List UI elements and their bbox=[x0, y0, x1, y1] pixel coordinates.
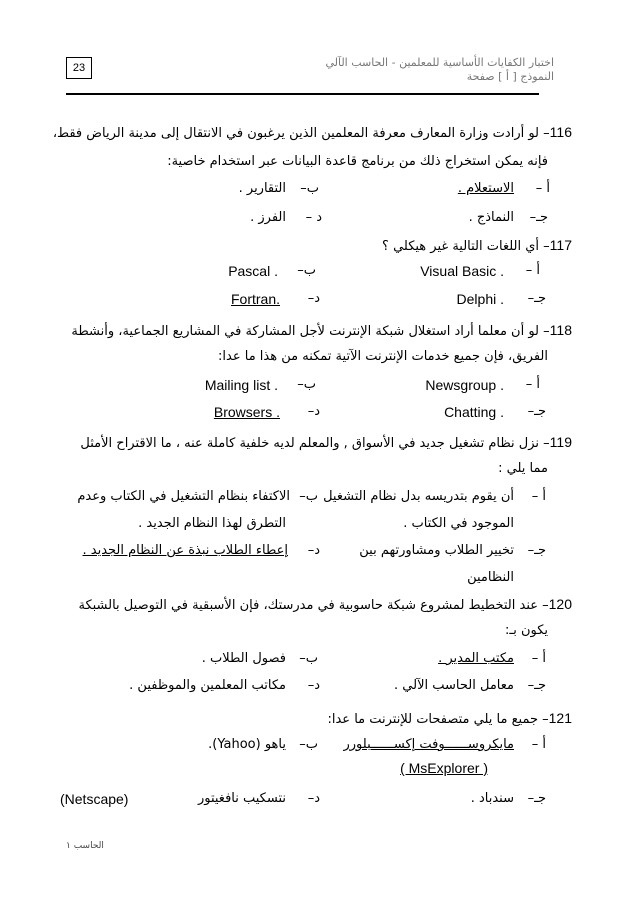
option-b-mark: ب– bbox=[300, 181, 319, 196]
option-d: نتسكيب نافغيتور bbox=[197, 791, 286, 806]
page-number-box: 23 bbox=[66, 57, 92, 79]
option-a-line1: مايكروســــــوفت إكســــــبلورر bbox=[343, 737, 514, 752]
option-d: إعطاء الطلاب نبذة عن النظام الجديد . bbox=[82, 543, 288, 558]
option-b: ياهو (Yahoo). bbox=[208, 737, 286, 752]
option-b-line2: التطرق لهذا النظام الجديد . bbox=[138, 516, 286, 531]
option-b: التقارير . bbox=[238, 181, 286, 196]
question-119-line2: مما يلي : bbox=[498, 461, 548, 476]
option-b-mark: ب– bbox=[299, 651, 318, 666]
question-116-line2: فإنه يمكن استخراج ذلك من برنامج قاعدة البيانات عبر استخدام خاصية: bbox=[167, 154, 548, 169]
question-text: نزل نظام تشغيل جديد في الأسواق , والمعلم لديه خلفية كاملة عنه ، ما الاقتراح الأمثل bbox=[80, 436, 540, 451]
question-text: لو أن معلما أراد استغلال شبكة الإنترنت لأجل المشاركة في المشاريع الجماعية، وأنشطة bbox=[71, 324, 540, 339]
option-c-mark: جـ– bbox=[529, 210, 548, 225]
option-c-line1: تخيير الطلاب ومشاورتهم بين bbox=[359, 543, 514, 558]
footer-note: الحاسب ١ bbox=[66, 841, 104, 851]
option-a-line1: أن يقوم بتدريسه بدل نظام التشغيل bbox=[323, 489, 514, 504]
option-b-mark: ب– bbox=[297, 377, 316, 392]
option-b: فصول الطلاب . bbox=[201, 651, 286, 666]
option-b: Pascal . bbox=[228, 263, 278, 279]
question-number: 118 bbox=[549, 322, 572, 338]
question-number: 121 bbox=[548, 710, 572, 726]
option-a-mark: أ – bbox=[525, 377, 540, 392]
question-117-line1: 117– أي اللغات التالية غير هيكلي ؟ bbox=[382, 237, 572, 254]
header-model: النموذج [ أ ] صفحة bbox=[466, 70, 554, 83]
option-d-mark: د– bbox=[307, 678, 320, 693]
question-text: عند التخطيط لمشروع شبكة حاسوبية في مدرستك، فإن الأسبقية في التوصيل بالشبكة bbox=[78, 598, 538, 613]
option-b: Mailing list . bbox=[204, 377, 278, 393]
header-title: اختبار الكفايات الأساسية للمعلمين - الحاسب الآلي bbox=[325, 56, 554, 69]
option-d-mark: د – bbox=[305, 210, 322, 225]
question-119-line1: 119– نزل نظام تشغيل جديد في الأسواق , والمعلم لديه خلفية كاملة عنه ، ما الاقتراح الأمثل bbox=[80, 434, 572, 451]
option-a-mark: أ – bbox=[531, 651, 546, 666]
option-b-mark: ب– bbox=[297, 263, 316, 278]
option-d-mark: د– bbox=[307, 404, 320, 419]
option-c: Delphi . bbox=[456, 291, 504, 307]
option-c-mark: جـ– bbox=[527, 678, 546, 693]
option-c: معامل الحاسب الآلي . bbox=[394, 678, 514, 693]
option-d: Browsers . bbox=[213, 404, 280, 420]
option-a-line2: الموجود في الكتاب . bbox=[403, 516, 514, 531]
option-a-mark: أ – bbox=[535, 181, 550, 196]
option-b-mark: ب– bbox=[299, 737, 318, 752]
option-a-mark: أ – bbox=[531, 489, 546, 504]
question-number: 120 bbox=[548, 596, 572, 612]
option-c-mark: جـ– bbox=[527, 404, 546, 419]
option-c-mark: جـ– bbox=[527, 291, 546, 306]
option-c-mark: جـ– bbox=[527, 791, 546, 806]
option-a-line2: ( MsExplorer ) bbox=[400, 760, 488, 776]
option-d-mark: د– bbox=[307, 291, 320, 306]
question-121-line1: 121– جميع ما يلي متصفحات للإنترنت ما عدا: bbox=[327, 710, 572, 727]
header-rule bbox=[66, 93, 539, 95]
option-a: Visual Basic . bbox=[420, 263, 504, 279]
option-c-mark: جـ– bbox=[527, 543, 546, 558]
option-c-line2: النظامين bbox=[467, 570, 514, 585]
question-number: 116 bbox=[549, 124, 572, 140]
question-number: 119 bbox=[549, 434, 572, 450]
question-120-line1: 120– عند التخطيط لمشروع شبكة حاسوبية في مدرستك، فإن الأسبقية في التوصيل بالشبكة bbox=[78, 596, 572, 613]
question-116-line1: 116– لو أرادت وزارة المعارف معرفة المعلمين الذين يرغبون في الانتقال إلى مدينة الرياض فقط، bbox=[52, 124, 572, 141]
option-d: Fortran. bbox=[230, 291, 280, 307]
question-number: 117 bbox=[549, 237, 572, 253]
option-d: الفرز . bbox=[250, 210, 286, 225]
option-b-mark: ب– bbox=[299, 489, 318, 504]
option-b-line1: الاكتفاء بنظام التشغيل في الكتاب وعدم bbox=[77, 489, 290, 504]
option-d: مكاتب المعلمين والموظفين . bbox=[129, 678, 286, 693]
question-text: جميع ما يلي متصفحات للإنترنت ما عدا: bbox=[327, 712, 538, 727]
question-text: لو أرادت وزارة المعارف معرفة المعلمين الذين يرغبون في الانتقال إلى مدينة الرياض فقط، bbox=[52, 126, 540, 141]
question-118-line1: 118– لو أن معلما أراد استغلال شبكة الإنترنت لأجل المشاركة في المشاريع الجماعية، وأنشطة bbox=[71, 322, 572, 339]
option-c: Chatting . bbox=[444, 404, 504, 420]
option-d-mark: د– bbox=[307, 543, 320, 558]
option-a-mark: أ – bbox=[525, 263, 540, 278]
option-a: الاستعلام . bbox=[457, 181, 514, 196]
option-a: Newsgroup . bbox=[425, 377, 504, 393]
question-120-line2: يكون بـ: bbox=[505, 623, 548, 638]
option-d-english: (Netscape) bbox=[60, 791, 129, 807]
question-text: أي اللغات التالية غير هيكلي ؟ bbox=[382, 239, 540, 254]
question-118-line2: الفريق، فإن جميع خدمات الإنترنت الآتية تمكنه من هذا ما عدا: bbox=[218, 349, 548, 364]
option-a: مكتب المدير . bbox=[438, 651, 514, 666]
option-a-mark: أ – bbox=[531, 737, 546, 752]
option-c: النماذج . bbox=[468, 210, 514, 225]
option-d-mark: د– bbox=[307, 791, 320, 806]
option-c: سندباد . bbox=[470, 791, 514, 806]
